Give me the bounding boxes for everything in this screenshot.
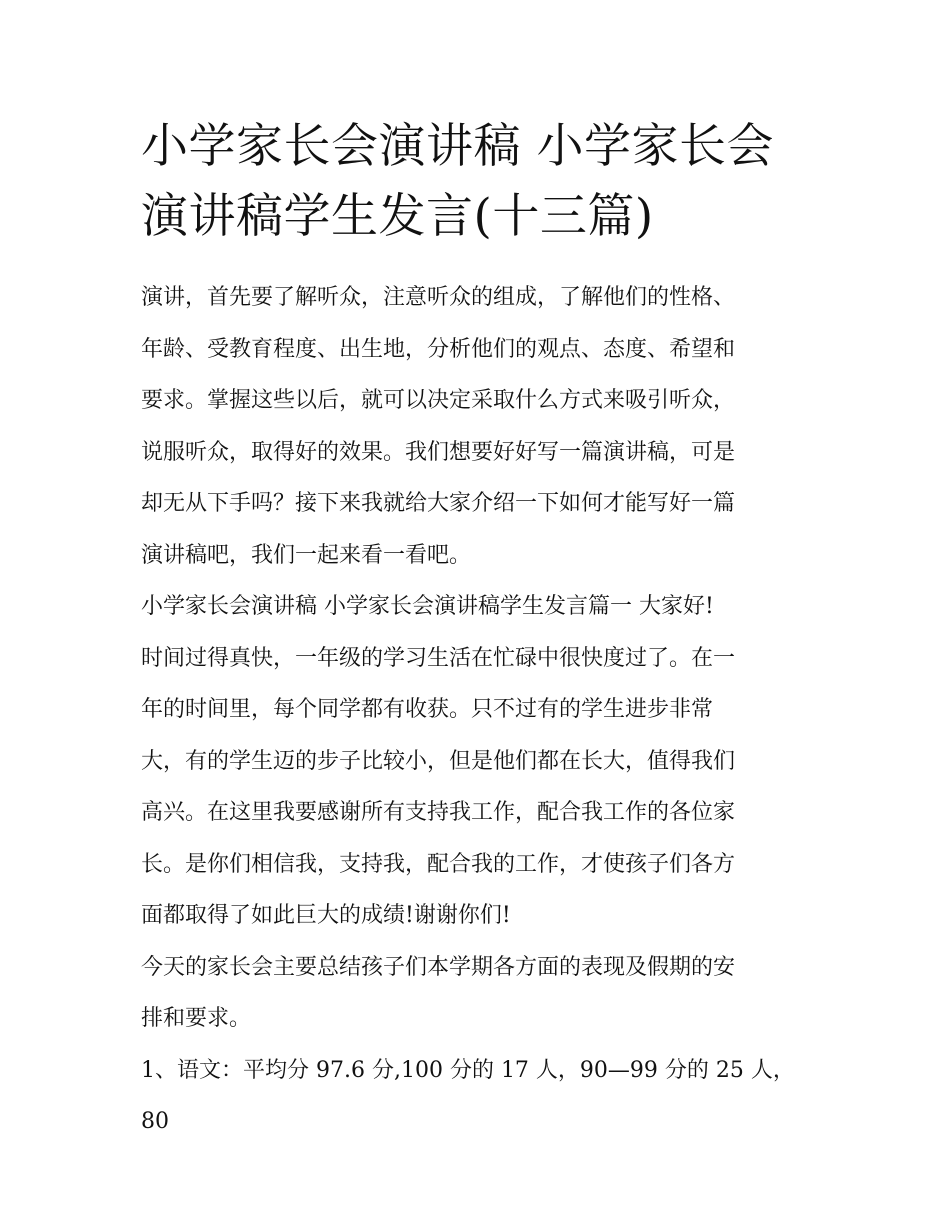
document-title: 小学家长会演讲稿 小学家长会 演讲稿学生发言(十三篇) xyxy=(141,119,774,244)
paragraph-section-heading: 小学家长会演讲稿 小学家长会演讲稿学生发言篇一 大家好! xyxy=(141,594,714,619)
paragraph-intro: 演讲，首先要了解听众，注意听众的组成，了解他们的性格、 年龄、受教育程度、出生地，分析他们的观点、态度、希望和 要求。掌握这些以后，就可以决定采取什么方式来吸引听众， 说服听众，取得好的效果。我们想要好好写一篇演讲稿，可是 却无从下手吗？接下来我就给大家介绍一下如何才能写好一篇 演讲稿吧，我们一起来看一看吧。 xyxy=(141,285,736,568)
paragraph-thanks: 时间过得真快，一年级的学习生活在忙碌中很快度过了。在一 年的时间里，每个同学都有收获。只不过有的学生进步非常 大，有的学生迈的步子比较小，但是他们都在长大，值得我们 高兴。在这里我要感谢所有支持我工作，配合我工作的各位家 长。是你们相信我，支持我，配合我的工作，才使孩子们各方 面都取得了如此巨大的成绩!谢谢你们! xyxy=(141,645,736,928)
document-content xyxy=(141,112,813,1148)
document-body xyxy=(141,272,813,1148)
paragraph-summary: 今天的家长会主要总结孩子们本学期各方面的表现及假期的安 排和要求。 xyxy=(141,954,736,1031)
paragraph-chinese-scores: 1、语文：平均分 97.6 分,100 分的 17 人，90—99 分的 25 人，80 xyxy=(141,1057,795,1134)
